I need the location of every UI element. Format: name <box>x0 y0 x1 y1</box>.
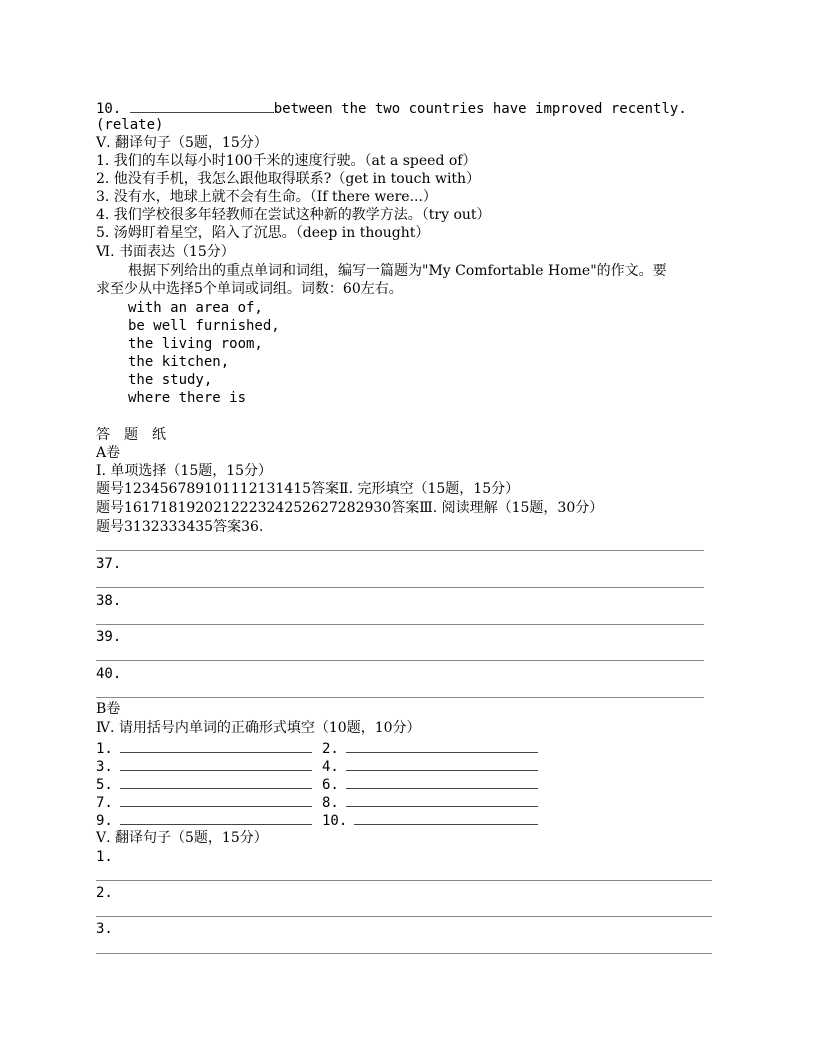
fill-blank-row: 5. 6. <box>96 774 538 794</box>
reading-answer-40: 40. <box>96 666 122 682</box>
answer-sheet-title: 答 题 纸 <box>96 427 166 443</box>
answer-row-2: 题号161718192021222324252627282930答案Ⅲ. 阅读理解（15题，30分） <box>96 500 604 516</box>
volume-b-label: B卷 <box>96 701 121 717</box>
fill-blank-10[interactable] <box>354 810 538 825</box>
answer-line <box>96 697 704 698</box>
fill-blank-row: 3. 4. <box>96 756 538 776</box>
translation-item-2: 2. 他没有手机，我怎么跟他取得联系?（get in touch with） <box>96 171 481 187</box>
section-5-title: Ⅴ. 翻译句子（5题，15分） <box>96 135 268 151</box>
section-5-answer-title: Ⅴ. 翻译句子（5题，15分） <box>96 830 268 846</box>
question-10-number: 10. <box>96 101 122 117</box>
answer-line <box>96 550 704 551</box>
answer-row-3: 题号3132333435答案36. <box>96 519 264 535</box>
reading-answer-37: 37. <box>96 556 122 572</box>
phrase-item: where there is <box>128 390 247 406</box>
section-6-instructions-line2: 求至少从中选择5个单词或词组。词数：60左右。 <box>96 281 403 297</box>
phrase-item: the study, <box>128 372 213 388</box>
answer-line <box>96 624 704 625</box>
fill-blank-2[interactable] <box>346 738 538 753</box>
fill-blank-3[interactable] <box>120 756 312 771</box>
phrase-item: with an area of, <box>128 300 263 316</box>
answer-line <box>96 587 704 588</box>
fill-blank-4[interactable] <box>346 756 538 771</box>
section-4-title: Ⅳ. 请用括号内单词的正确形式填空（10题，10分） <box>96 720 421 736</box>
fill-blank-row: 7. 8. <box>96 792 538 812</box>
fill-blank-9[interactable] <box>120 810 312 825</box>
volume-a-label: A卷 <box>96 445 121 461</box>
section-6-title: Ⅵ. 书面表达（15分） <box>96 244 235 260</box>
question-10-blank[interactable] <box>130 98 274 113</box>
answer-line <box>96 660 704 661</box>
translation-answer-2: 2. <box>96 885 113 901</box>
fill-blank-row: 9. 10. <box>96 810 538 830</box>
fill-blank-8[interactable] <box>346 792 538 807</box>
answer-line <box>96 916 712 917</box>
fill-blank-1[interactable] <box>120 738 312 753</box>
fill-blank-row: 1. 2. <box>96 738 538 758</box>
fill-blank-7[interactable] <box>120 792 312 807</box>
answer-row-1: 题号123456789101112131415答案Ⅱ. 完形填空（15题，15分） <box>96 481 520 497</box>
fill-blank-6[interactable] <box>346 774 538 789</box>
phrase-item: be well furnished, <box>128 318 280 334</box>
question-10 <box>96 98 687 118</box>
phrase-item: the living room, <box>128 336 263 352</box>
reading-answer-38: 38. <box>96 593 122 609</box>
translation-item-1: 1. 我们的车以每小时100千米的速度行驶。（at a speed of） <box>96 153 477 169</box>
reading-answer-39: 39. <box>96 629 122 645</box>
translation-answer-3: 3. <box>96 921 113 937</box>
section-1-title: Ⅰ. 单项选择（15题，15分） <box>96 463 273 479</box>
answer-line <box>96 880 712 881</box>
translation-item-3: 3. 没有水，地球上就不会有生命。（If there were...） <box>96 189 437 205</box>
question-10-text: between the two countries have improved recently. <box>273 101 687 117</box>
phrase-item: the kitchen, <box>128 354 230 370</box>
section-6-instructions-line1: 根据下列给出的重点单词和词组，编写一篇题为"My Comfortable Home"的作文。要 <box>128 263 667 279</box>
fill-blank-5[interactable] <box>120 774 312 789</box>
translation-answer-1: 1. <box>96 849 113 865</box>
answer-line <box>96 953 712 954</box>
translation-item-5: 5. 汤姆盯着星空，陷入了沉思。（deep in thought） <box>96 225 430 241</box>
translation-item-4: 4. 我们学校很多年轻教师在尝试这种新的教学方法。（try out） <box>96 207 491 223</box>
question-10-hint: (relate) <box>96 117 164 133</box>
